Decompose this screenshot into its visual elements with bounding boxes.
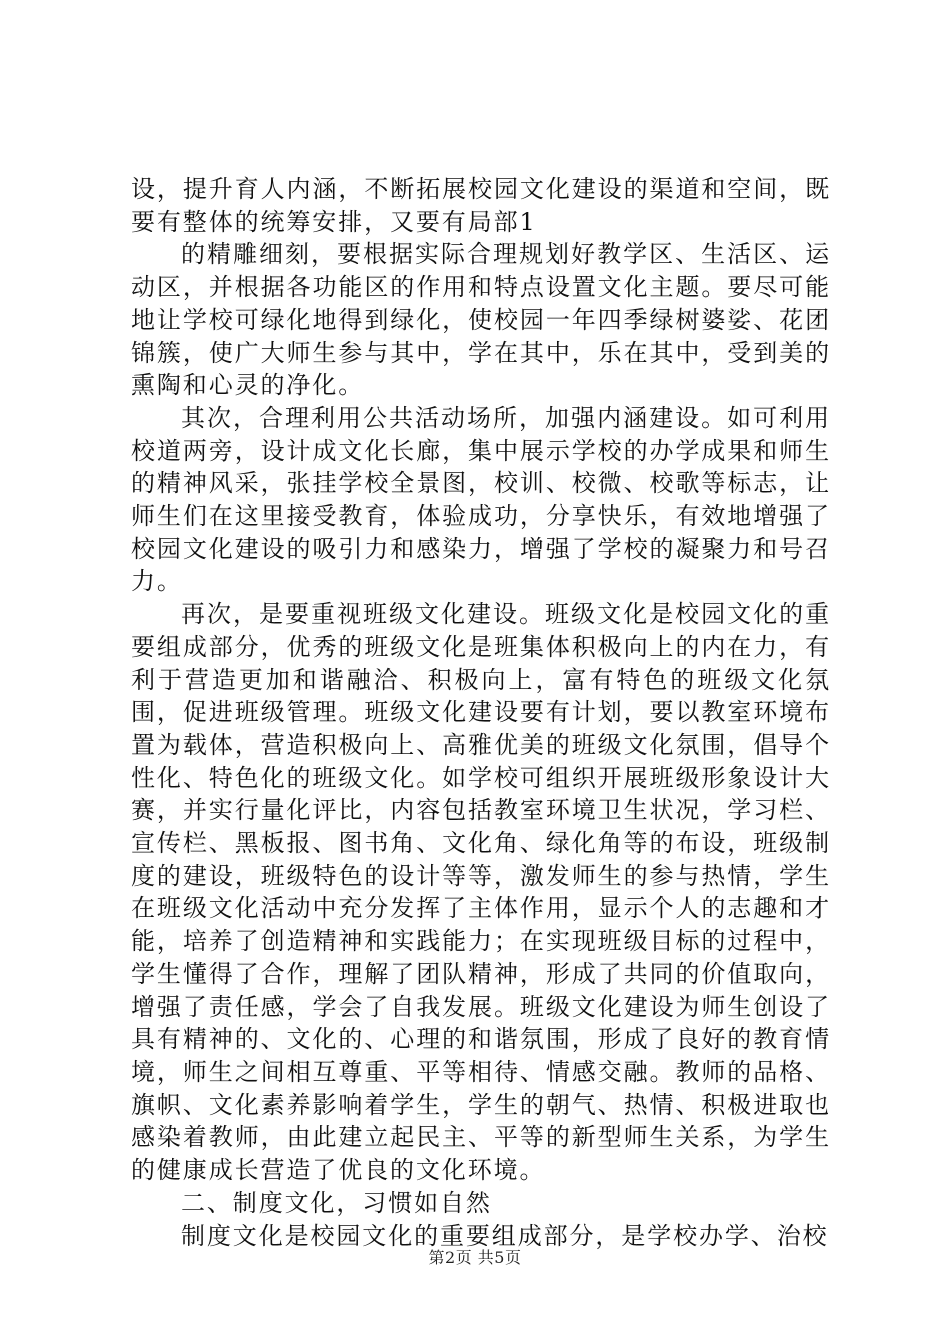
page-footer: 第2页 共5页: [428, 1248, 522, 1267]
paragraph-continuation: 设，提升育人内涵，不断拓展校园文化建设的渠道和空间，既要有整体的统筹安排，又要有局部1: [131, 175, 831, 236]
paragraph-public-space: 其次，合理利用公共活动场所，加强内涵建设。如可利用校道两旁，设计成文化长廊，集中展示学校的办学成果和师生的精神风采，张挂学校全景图，校训、校微、校歌等标志，让师生们在这里接受教育，体验成功，分享快乐，有效地增强了校园文化建设的吸引力和感染力，增强了学校的凝聚力和号召力。: [131, 403, 831, 596]
section-heading: 二、制度文化，习惯如自然: [181, 1188, 492, 1217]
document-body: [131, 173, 831, 1252]
paragraph-class-culture: 再次，是要重视班级文化建设。班级文化是校园文化的重要组成部分，优秀的班级文化是班集体积极向上的内在力，有利于营造更加和谐融洽、积极向上，富有特色的班级文化氛围，促进班级管理。班级文化建设要有计划，要以教室环境布置为载体，营造积极向上、高雅优美的班级文化氛围，倡导个性化、特色化的班级文化。如学校可组织开展班级形象设计大赛，并实行量化评比，内容包括教室环境卫生状况，学习栏、宣传栏、黑板报、图书角、文化角、绿化角等的布设，班级制度的建设，班级特色的设计等等，激发师生的参与热情，学生在班级文化活动中充分发挥了主体作用，显示个人的志趣和才能，培养了创造精神和实践能力；在实现班级目标的过程中，学生懂得了合作，理解了团队精神，形成了共同的价值取向，增强了责任感，学会了自我发展。班级文化建设为师生创设了具有精神的、文化的、心理的和谐氛围，形成了良好的教育情境，师生之间相互尊重、平等相待、情感交融。教师的品格、旗帜、文化素养影响着学生，学生的朝气、热情、积极进取也感染着教师，由此建立起民主、平等的新型师生关系，为学生的健康成长营造了优良的文化环境。: [131, 600, 831, 1185]
paragraph-system-culture: 制度文化是校园文化的重要组成部分，是学校办学、治校: [181, 1221, 829, 1250]
paragraph-layout-planning: 的精雕细刻，要根据实际合理规划好教学区、生活区、运动区，并根据各功能区的作用和特点设置文化主题。要尽可能地让学校可绿化地得到绿化，使校园一年四季绿树婆娑、花团锦簇，使广大师生参与其中，学在其中，乐在其中，受到美的熏陶和心灵的净化。: [131, 240, 831, 400]
